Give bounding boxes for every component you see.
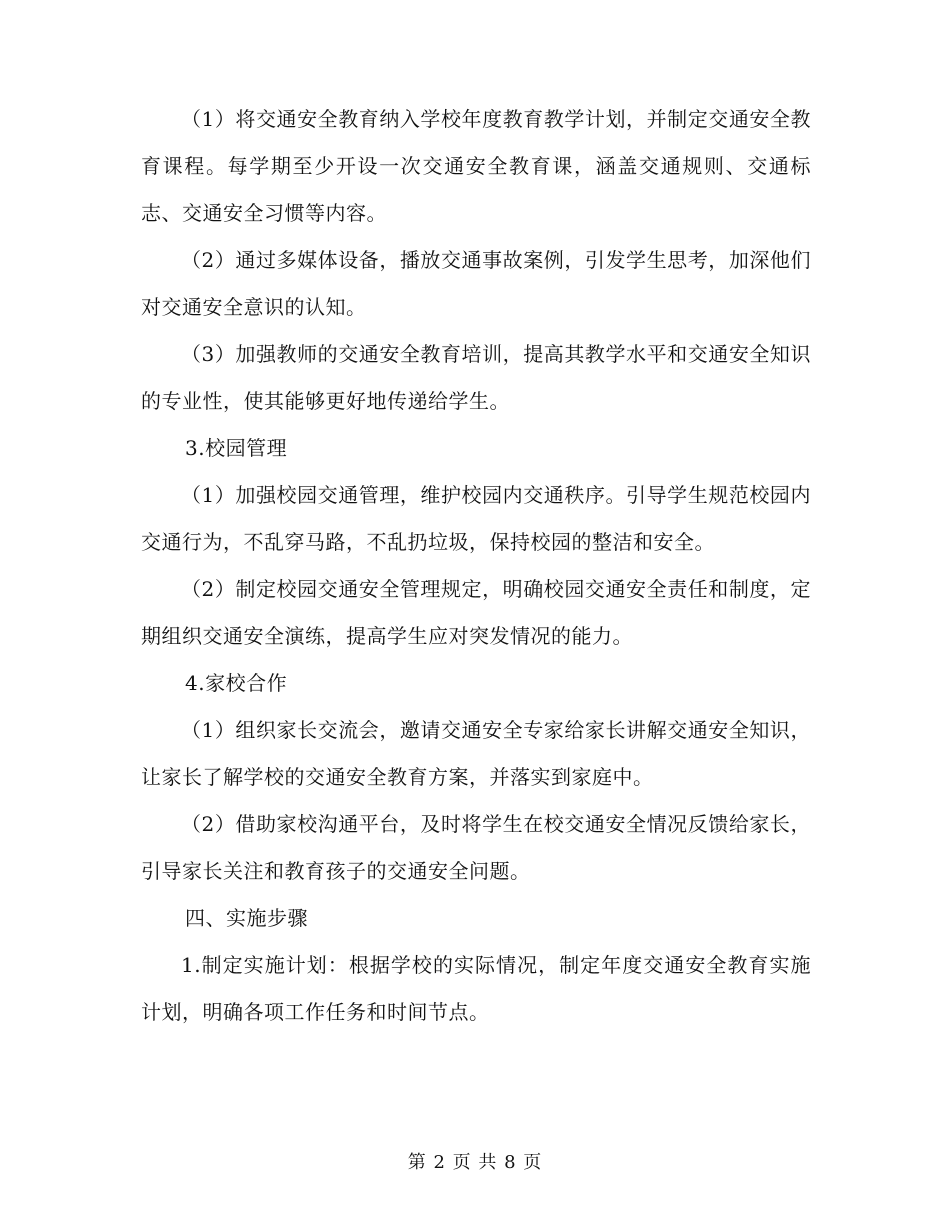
paragraph-implementation-plan: 1.制定实施计划：根据学校的实际情况，制定年度交通安全教育实施计划，明确各项工作任务和时间节点。 bbox=[141, 953, 811, 1024]
section-heading-campus-management: 3.校园管理 bbox=[185, 436, 288, 460]
section-heading-implementation: 四、实施步骤 bbox=[185, 906, 308, 930]
paragraph-parent-meeting: （1）组织家长交流会，邀请交通安全专家给家长讲解交通安全知识，让家长了解学校的交通安全教育方案，并落实到家庭中。 bbox=[141, 718, 811, 789]
paragraph-campus-rules: （2）制定校园交通安全管理规定，明确校园交通安全责任和制度，定期组织交通安全演练，提高学生应对突发情况的能力。 bbox=[141, 577, 811, 648]
page-number-footer: 第 2 页 共 8 页 bbox=[407, 1152, 543, 1173]
paragraph-communication-platform: （2）借助家校沟通平台，及时将学生在校交通安全情况反馈给家长，引导家长关注和教育孩子的交通安全问题。 bbox=[141, 812, 811, 883]
paragraph-campus-traffic: （1）加强校园交通管理，维护校园内交通秩序。引导学生规范校园内交通行为，不乱穿马路，不乱扔垃圾，保持校园的整洁和安全。 bbox=[141, 483, 811, 554]
document-body bbox=[141, 96, 811, 1036]
paragraph-multimedia: （2）通过多媒体设备，播放交通事故案例，引发学生思考，加深他们对交通安全意识的认知。 bbox=[141, 248, 811, 319]
section-heading-home-school: 4.家校合作 bbox=[185, 671, 288, 695]
paragraph-teacher-training: （3）加强教师的交通安全教育培训，提高其教学水平和交通安全知识的专业性，使其能够更好地传递给学生。 bbox=[141, 342, 811, 413]
paragraph-curriculum: （1）将交通安全教育纳入学校年度教育教学计划，并制定交通安全教育课程。每学期至少开设一次交通安全教育课，涵盖交通规则、交通标志、交通安全习惯等内容。 bbox=[141, 107, 811, 225]
